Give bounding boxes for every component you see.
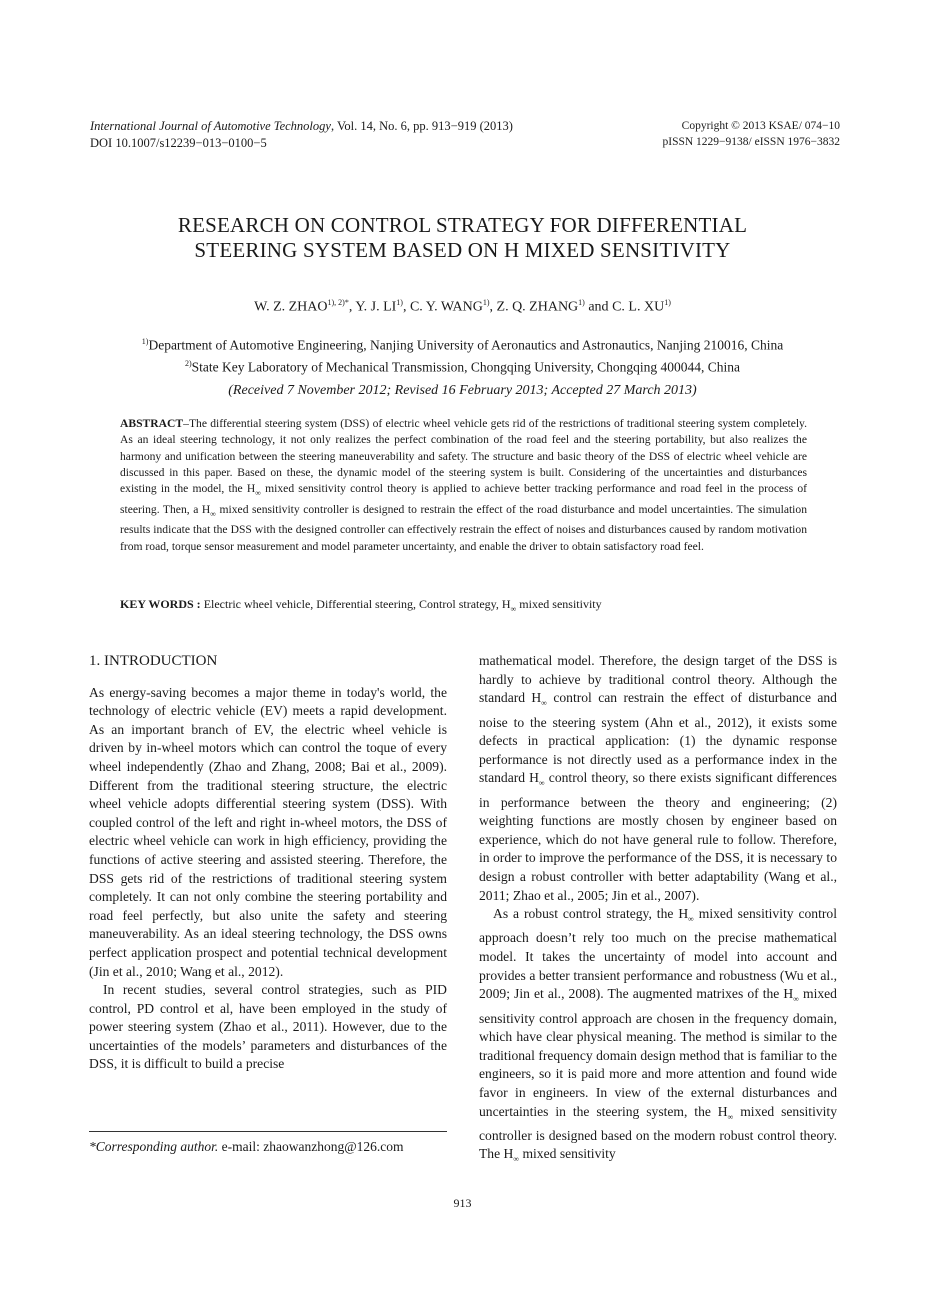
page-number: 913 [453,1196,472,1210]
footnote-divider [89,1131,447,1132]
paragraph [479,905,837,1170]
author-sup: 1) [578,298,585,307]
infinity-symbol: ∞ [210,509,216,519]
right-column [479,652,837,1170]
volume-info: , Vol. 14, No. 6, pp. 913−919 (2013) [330,119,513,133]
infinity-symbol: ∞ [510,604,517,614]
keywords [120,597,807,613]
author-sep: , [402,299,410,315]
infinity-symbol: ∞ [513,1155,520,1165]
copyright-block [663,118,841,150]
left-column [89,652,447,1074]
section-heading: 1. INTRODUCTION [89,653,218,669]
affiliation-1 [60,333,865,355]
author-sep: , [489,299,497,315]
abstract-text: mixed sensitivity controller is designed to restrain the effect of the road disturbance and model uncertainties. The simulation results indicate that the DSS with the designed controller can effectively restrain the effect of noises and disturbances caused by random motivation from road, torque sensor measurement and model parameter uncertainty, and enable the driver to obtain satisfactory road feel. [120,502,808,553]
paragraph-text: mixed sensitivity control approach are chosen in the frequency domain, which have clear physical meaning. The method is similar to the traditional frequency domain design method that is familiar to the engineers, so it is paid more and more attention and found wide favor in engineers. In view of the external disturbances and uncertainties in the steering system, the H [479,986,837,1119]
journal-citation [90,118,513,135]
paragraph [479,652,837,905]
infinity-symbol: ∞ [793,994,799,1004]
keywords-label: KEY WORDS : [120,597,201,611]
author-sup: 1) [482,298,490,307]
paper-title [60,213,865,263]
received-dates: (Received 7 November 2012; Revised 16 February 2013; Accepted 27 March 2013) [228,383,697,398]
infinity-symbol: ∞ [688,914,694,924]
author-sep: , [348,299,356,315]
keywords-text: Electric wheel vehicle, Differential steering, Control strategy, H [200,597,511,611]
paragraph-text: mixed sensitivity [519,1146,616,1162]
author-list [60,298,865,316]
affiliations [60,333,865,376]
author: Y. J. LI [355,299,397,315]
author: W. Z. ZHAO [254,299,328,315]
doi: DOI 10.1007/s12239−013−0100−5 [90,136,267,150]
abstract-label: ABSTRACT [120,417,184,430]
author-sup: 1), 2)* [327,298,349,307]
footnote-label: *Corresponding author. [89,1139,219,1154]
title-line-2: STEERING SYSTEM BASED ON H MIXED SENSITIVITY [194,238,731,262]
abstract [120,416,807,555]
issn: pISSN 1229−9138/ eISSN 1976−3832 [662,136,840,148]
paragraph-text: mixed sensitivity controller is designed based on the modern robust control theory. The H [479,1103,837,1162]
author-sup: 1) [664,298,671,307]
author: C. Y. WANG [409,299,483,315]
affiliation-text: State Key Laboratory of Mechanical Transmission, Chongqing University, Chongqing 400044, China [191,359,741,374]
paragraph-text: mixed sensitivity control approach doesn’t rely too much on the precise mathematical model. It takes the uncertainty of model into account and provides a better transient performance and robustness (Wu et al., 2009; Jin et al., 2008). The augmented matrixes of the H [479,906,837,1002]
footnote-text: e-mail: zhaowanzhong@126.com [218,1139,404,1154]
journal-name: International Journal of Automotive Technology [90,119,331,133]
author: Z. Q. ZHANG [496,299,579,315]
infinity-symbol: ∞ [727,1112,734,1122]
author-sep: and [584,299,613,315]
author-sup: 1) [396,298,403,307]
affiliation-2 [60,355,865,377]
affiliation-sup: 2) [184,358,192,368]
infinity-symbol: ∞ [541,698,547,708]
paragraph: As energy-saving becomes a major theme in today's world, the technology of electric vehicle (EV) meets a rapid development. As an important branch of EV, the electric wheel vehicle is driven by in-wheel motors which can control the toque of every wheel independently (Zhao and Zhang, 2008; Bai et al., 2009). Different from the traditional steering structure, the electric wheel vehicle adopts differential steering system (DSS). With coupled control of the left and right in-wheel motors, the DSS of electric wheel vehicle can work in high efficiency, providing the functions of active steering and assisted steering. Therefore, the DSS gets rid of the restrictions of traditional steering system completely. It can not only combine the steering portability and road feel perfectly, but also unite the safety and steering maneuverability. As an ideal steering technology, the DSS owns perfect application prospect and potential technical development (Jin et al., 2010; Wang et al., 2012). [89,684,447,979]
affiliation-text: Department of Automotive Engineering, Nanjing University of Aeronautics and Astronautics, Nanjing 210016, China [148,337,784,353]
abstract-text: mixed sensitivity control theory is applied to achieve better tracking performance and road feel in the process of steering. Then, a H [120,482,807,516]
infinity-symbol: ∞ [538,779,545,788]
paragraph: In recent studies, several control strategies, such as PID control, PD control et al, have been employed in the study of power steering system (Zhao et al., 2011). However, due to the uncertainties of the models’ parameters and disturbances of the DSS, it is difficult to build a precise [89,982,447,1072]
paragraph-text: As a robust control strategy, the H [493,906,689,922]
journal-header [90,118,513,152]
abstract-text: –The differential steering system (DSS) of electric wheel vehicle gets rid of the restrictions of traditional steering system completely. As an ideal steering technology, it not only realizes the perfect combination of the road feel and the steering portability, but also realizes the harmony and unification between the steering maneuverability and safety. The structure and basic theory of the DSS of electric wheel vehicle are discussed in this paper. Based on these, the dynamic model of the steering system is built. Considering of the uncertainties and disturbances existing in the model, the H [120,417,807,496]
author: C. L. XU [612,299,665,315]
footnote [89,1139,404,1155]
infinity-symbol: ∞ [255,488,261,498]
copyright: Copyright © 2013 KSAE/ 074−10 [681,120,840,132]
affiliation-sup: 1) [141,337,149,346]
paragraph-text: mathematical model. Therefore, the design target of the DSS is hardly to achieve by traditional control theory. Although the standard H [479,653,837,706]
title-line-1: RESEARCH ON CONTROL STRATEGY FOR DIFFERENTIAL [177,213,748,237]
keywords-text: mixed sensitivity [516,597,602,611]
paragraph-text: control theory, so there exists significant differences in performance between the theory and engineering; (2) weighting functions are mostly chosen by engineer based on experience, which do not have general rule to follow. Therefore, in order to improve the performance of the DSS, it is necessary to design a robust controller with better adaptability (Wang et al., 2011; Zhao et al., 2005; Jin et al., 2007). [479,770,837,903]
paragraph-text: control can restrain the effect of disturbance and noise to the steering system (Ahn et al., 2012), it exists some defects in practical application: (1) the dynamic response performance is not directly used as a performance index in the standard H [479,690,837,786]
